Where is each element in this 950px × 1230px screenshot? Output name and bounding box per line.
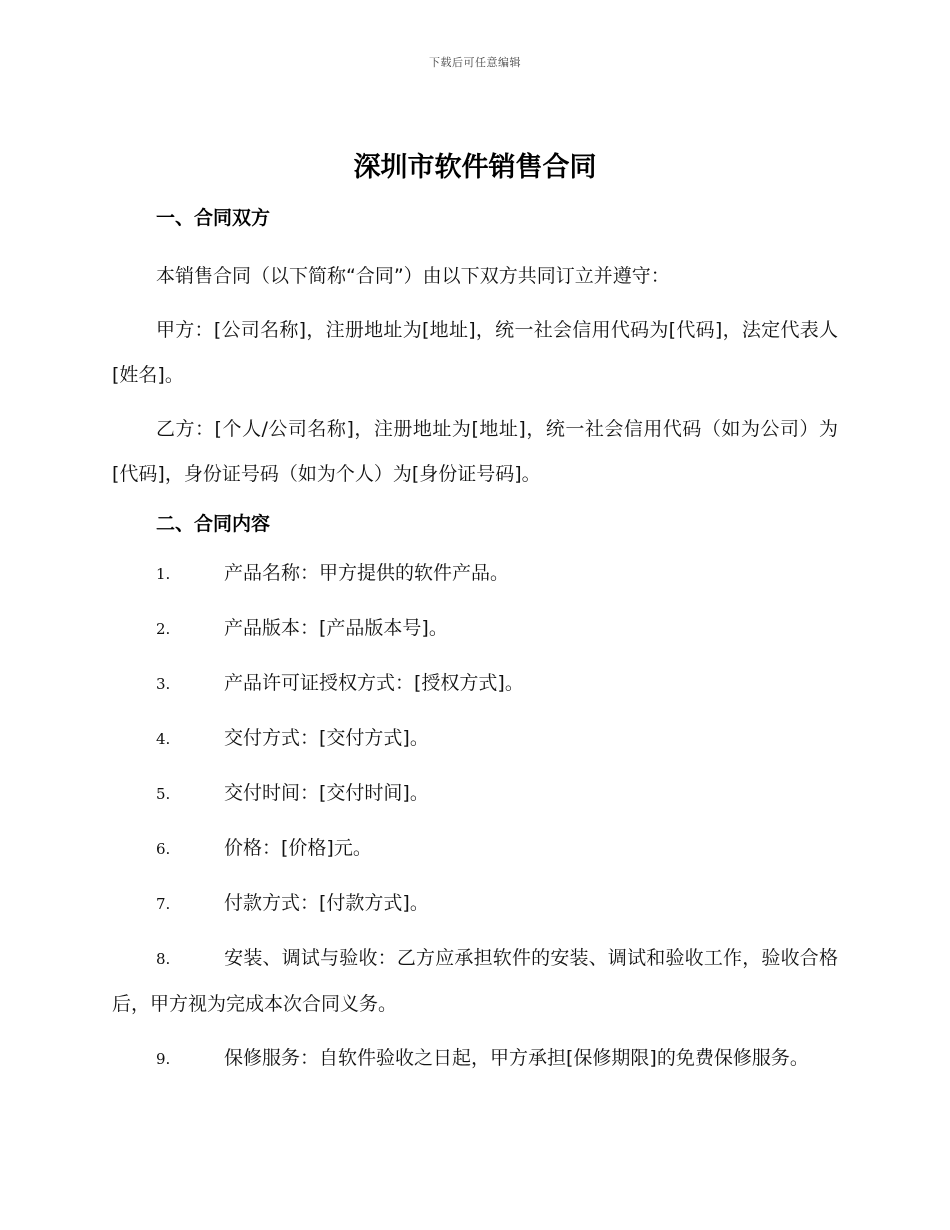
list-item-number: 1.: [156, 565, 171, 583]
party-b-paragraph: 乙方：[个人/公司名称]，注册地址为[地址]，统一社会信用代码（如为公司）为[代码]，身份证号码（如为个人）为[身份证号码]。: [112, 418, 838, 485]
list-item-text: 产品许可证授权方式：[授权方式]。: [224, 672, 524, 694]
document-body: [112, 148, 838, 1091]
list-item: [112, 881, 838, 927]
list-item-text: 安装、调试与验收：乙方应承担软件的安装、调试和验收工作，验收合格后，甲方视为完成本次合同义务。: [112, 947, 838, 1015]
list-item-number: 5.: [156, 785, 171, 803]
list-item-text: 保修服务：自软件验收之日起，甲方承担[保修期限]的免费保修服务。: [224, 1047, 809, 1069]
list-item-text: 付款方式：[付款方式]。: [224, 892, 429, 914]
content-item-list: [112, 551, 838, 1082]
document-title: 深圳市软件销售合同: [353, 152, 597, 183]
list-item-number: 7.: [156, 895, 171, 913]
list-item-text: 产品名称：甲方提供的软件产品。: [224, 562, 510, 584]
list-item: [112, 771, 838, 817]
list-item: [112, 606, 838, 652]
list-item-number: 4.: [156, 730, 171, 748]
intro-paragraph: 本销售合同（以下简称“合同”）由以下双方共同订立并遵守：: [156, 265, 670, 287]
list-item: [112, 661, 838, 707]
list-item: [112, 936, 838, 1027]
list-item: [112, 716, 838, 762]
list-item-number: 6.: [156, 840, 171, 858]
list-item-text: 交付时间：[交付时间]。: [224, 782, 429, 804]
list-item-number: 8.: [156, 950, 171, 968]
section-heading-parties: 一、合同双方: [156, 207, 271, 229]
list-item-text: 价格：[价格]元。: [224, 837, 372, 859]
list-item: [112, 551, 838, 597]
list-item-text: 交付方式：[交付方式]。: [224, 727, 429, 749]
list-item: [112, 1036, 838, 1082]
list-item-number: 9.: [156, 1050, 171, 1068]
party-a-paragraph: 甲方：[公司名称]，注册地址为[地址]，统一社会信用代码为[代码]，法定代表人[姓名]。: [112, 319, 838, 386]
header-note: 下载后可任意编辑: [429, 56, 521, 69]
list-item-number: 3.: [156, 675, 171, 693]
list-item-text: 产品版本：[产品版本号]。: [224, 617, 448, 639]
section-heading-content: 二、合同内容: [156, 513, 271, 535]
list-item: [112, 826, 838, 872]
list-item-number: 2.: [156, 620, 171, 638]
